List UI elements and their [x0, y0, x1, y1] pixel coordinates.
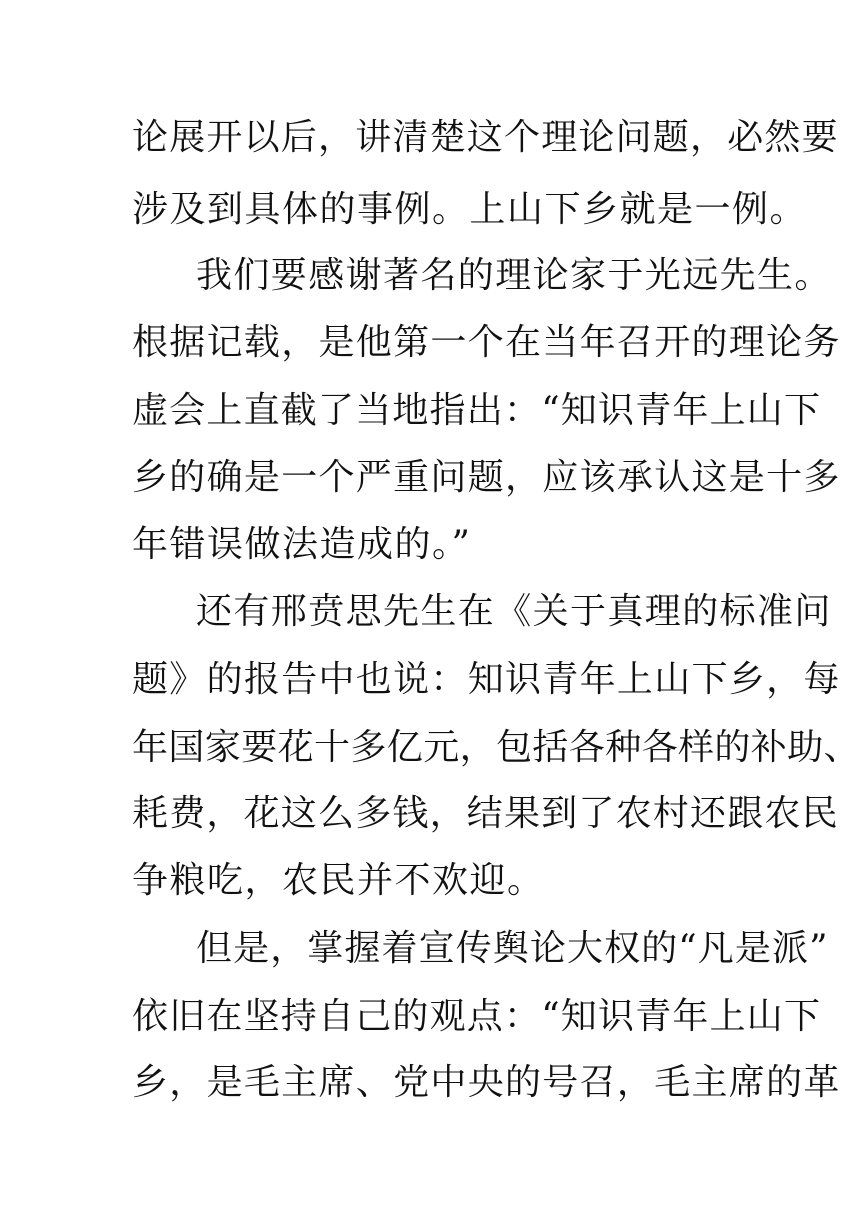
text-line: 虚会上直截了当地指出：“知识青年上山下: [132, 390, 822, 431]
text-line: 争粮吃，农民并不欢迎。: [132, 860, 545, 901]
text-line: 论展开以后，讲清楚这个理论问题，必然要: [132, 117, 839, 158]
paragraph-first-line: 我们要感谢著名的理论家于光远先生。: [196, 255, 832, 296]
text-line: 年国家要花十多亿元，包括各种各样的补助、: [132, 727, 860, 768]
paragraph-first-line: 还有邢贲思先生在《关于真理的标准问: [196, 591, 832, 632]
text-line: 耗费，花这么多钱，结果到了农村还跟农民: [132, 793, 839, 834]
text-line: 依旧在坚持自己的观点：“知识青年上山下: [132, 996, 822, 1037]
text-line: 涉及到具体的事例。上山下乡就是一例。: [132, 189, 808, 230]
text-line: 根据记载，是他第一个在当年召开的理论务: [132, 322, 841, 363]
text-line: 年错误做法造成的。”: [132, 524, 472, 565]
text-line: 题》的报告中也说：知识青年上山下乡，每: [132, 659, 841, 700]
text-line: 乡的确是一个严重问题，应该承认这是十多: [132, 457, 841, 498]
text-line: 乡，是毛主席、党中央的号召，毛主席的革: [132, 1062, 841, 1103]
paragraph-first-line: 但是，掌握着宣传舆论大权的“凡是派”: [196, 928, 829, 969]
